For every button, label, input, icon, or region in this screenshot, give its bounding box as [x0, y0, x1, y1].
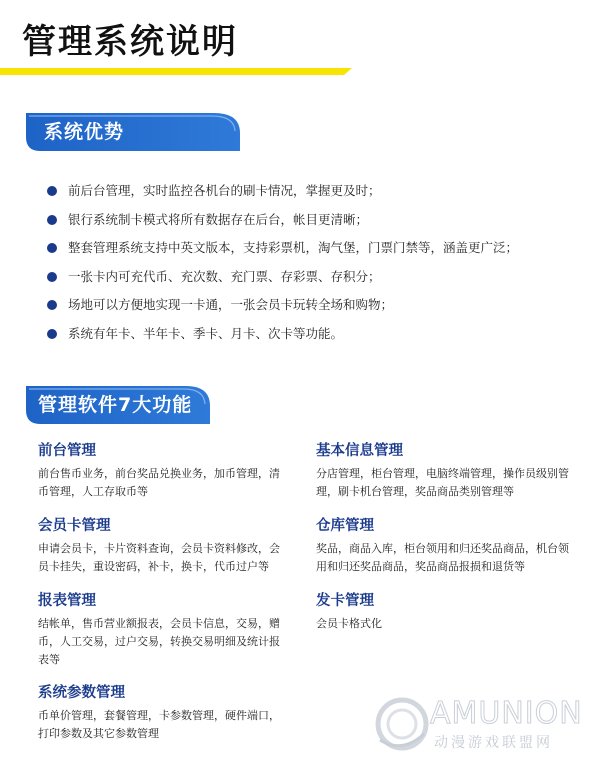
banner-label: 系统优势	[44, 121, 125, 143]
banner-label: 管理软件7大功能	[38, 394, 193, 416]
list-item	[44, 320, 518, 349]
function-system-params	[38, 684, 290, 743]
function-front-desk	[38, 442, 290, 501]
list-item	[44, 234, 518, 263]
list-item-text: 系统有年卡、半年卡、季卡、月卡、次卡等功能。	[68, 325, 344, 341]
list-item	[44, 263, 518, 292]
bullet-icon	[47, 329, 57, 339]
bullet-icon	[47, 215, 57, 225]
list-item-text: 前后台管理，实时监控各机台的刷卡情况，掌握更及时；	[68, 183, 381, 198]
function-desc: 会员卡格式化	[316, 617, 382, 630]
function-title: 发卡管理	[316, 593, 374, 609]
function-desc: 结帐单，售币营业额报表，会员卡信息，交易，赠币，人工交易，过户交易，转换交易明细及统计报表等	[38, 617, 280, 666]
function-warehouse	[316, 517, 578, 576]
function-title: 基本信息管理	[316, 443, 403, 459]
function-reports	[38, 592, 290, 669]
list-item-text: 银行系统制卡模式将所有数据存在后台，帐目更清晰；	[68, 211, 369, 227]
function-title: 系统参数管理	[38, 685, 125, 701]
function-desc: 奖品，商品入库，柜台领用和归还奖品商品，机台领用和归还奖品商品，奖品商品报损和退货等	[316, 542, 569, 573]
list-item	[44, 206, 518, 235]
function-basic-info	[316, 442, 578, 501]
function-desc: 分店管理，柜台管理，电脑终端管理，操作员级别管理，刷卡机台管理，奖品商品类别管理等	[316, 467, 569, 498]
advantages-list	[44, 177, 518, 348]
watermark-subtitle: 动漫游戏联盟网	[434, 735, 553, 751]
watermark-logo	[372, 692, 592, 754]
list-item-text: 场地可以方便地实现一卡通，一张会员卡玩转全场和购物；	[68, 297, 394, 312]
function-card-issue	[316, 592, 578, 633]
bullet-icon	[47, 272, 57, 282]
function-desc: 申请会员卡，卡片资料查询，会员卡资料修改，会员卡挂失，重设密码，补卡，换卡，代币过户等	[38, 542, 280, 573]
title-underline	[0, 68, 352, 75]
bullet-icon	[47, 243, 57, 253]
function-desc: 币单价管理，套餐管理，卡参数管理，硬件端口，打印参数及其它参数管理	[38, 709, 280, 740]
bullet-icon	[47, 300, 57, 310]
list-item-text: 一张卡内可充代币、充次数、充门票、存彩票、存积分；	[68, 268, 381, 284]
section-banner-advantages	[26, 113, 240, 151]
swirl-logo-icon	[372, 694, 432, 754]
function-member-card	[38, 517, 290, 576]
function-title: 会员卡管理	[38, 518, 111, 534]
list-item	[44, 177, 518, 206]
function-title: 仓库管理	[316, 518, 374, 534]
function-desc: 前台售币业务，前台奖品兑换业务，加币管理，清币管理，人工存取币等	[38, 467, 280, 498]
function-title: 报表管理	[38, 593, 96, 609]
function-title: 前台管理	[38, 443, 96, 459]
list-item-text: 整套管理系统支持中英文版本，支持彩票机，淘气堡，门票门禁等，涵盖更广泛；	[68, 240, 519, 255]
bullet-icon	[47, 186, 57, 196]
section-banner-functions	[26, 386, 210, 424]
watermark-brand: AMUNION	[430, 696, 583, 731]
list-item	[44, 291, 518, 320]
page-title: 管理系统说明	[22, 22, 238, 62]
